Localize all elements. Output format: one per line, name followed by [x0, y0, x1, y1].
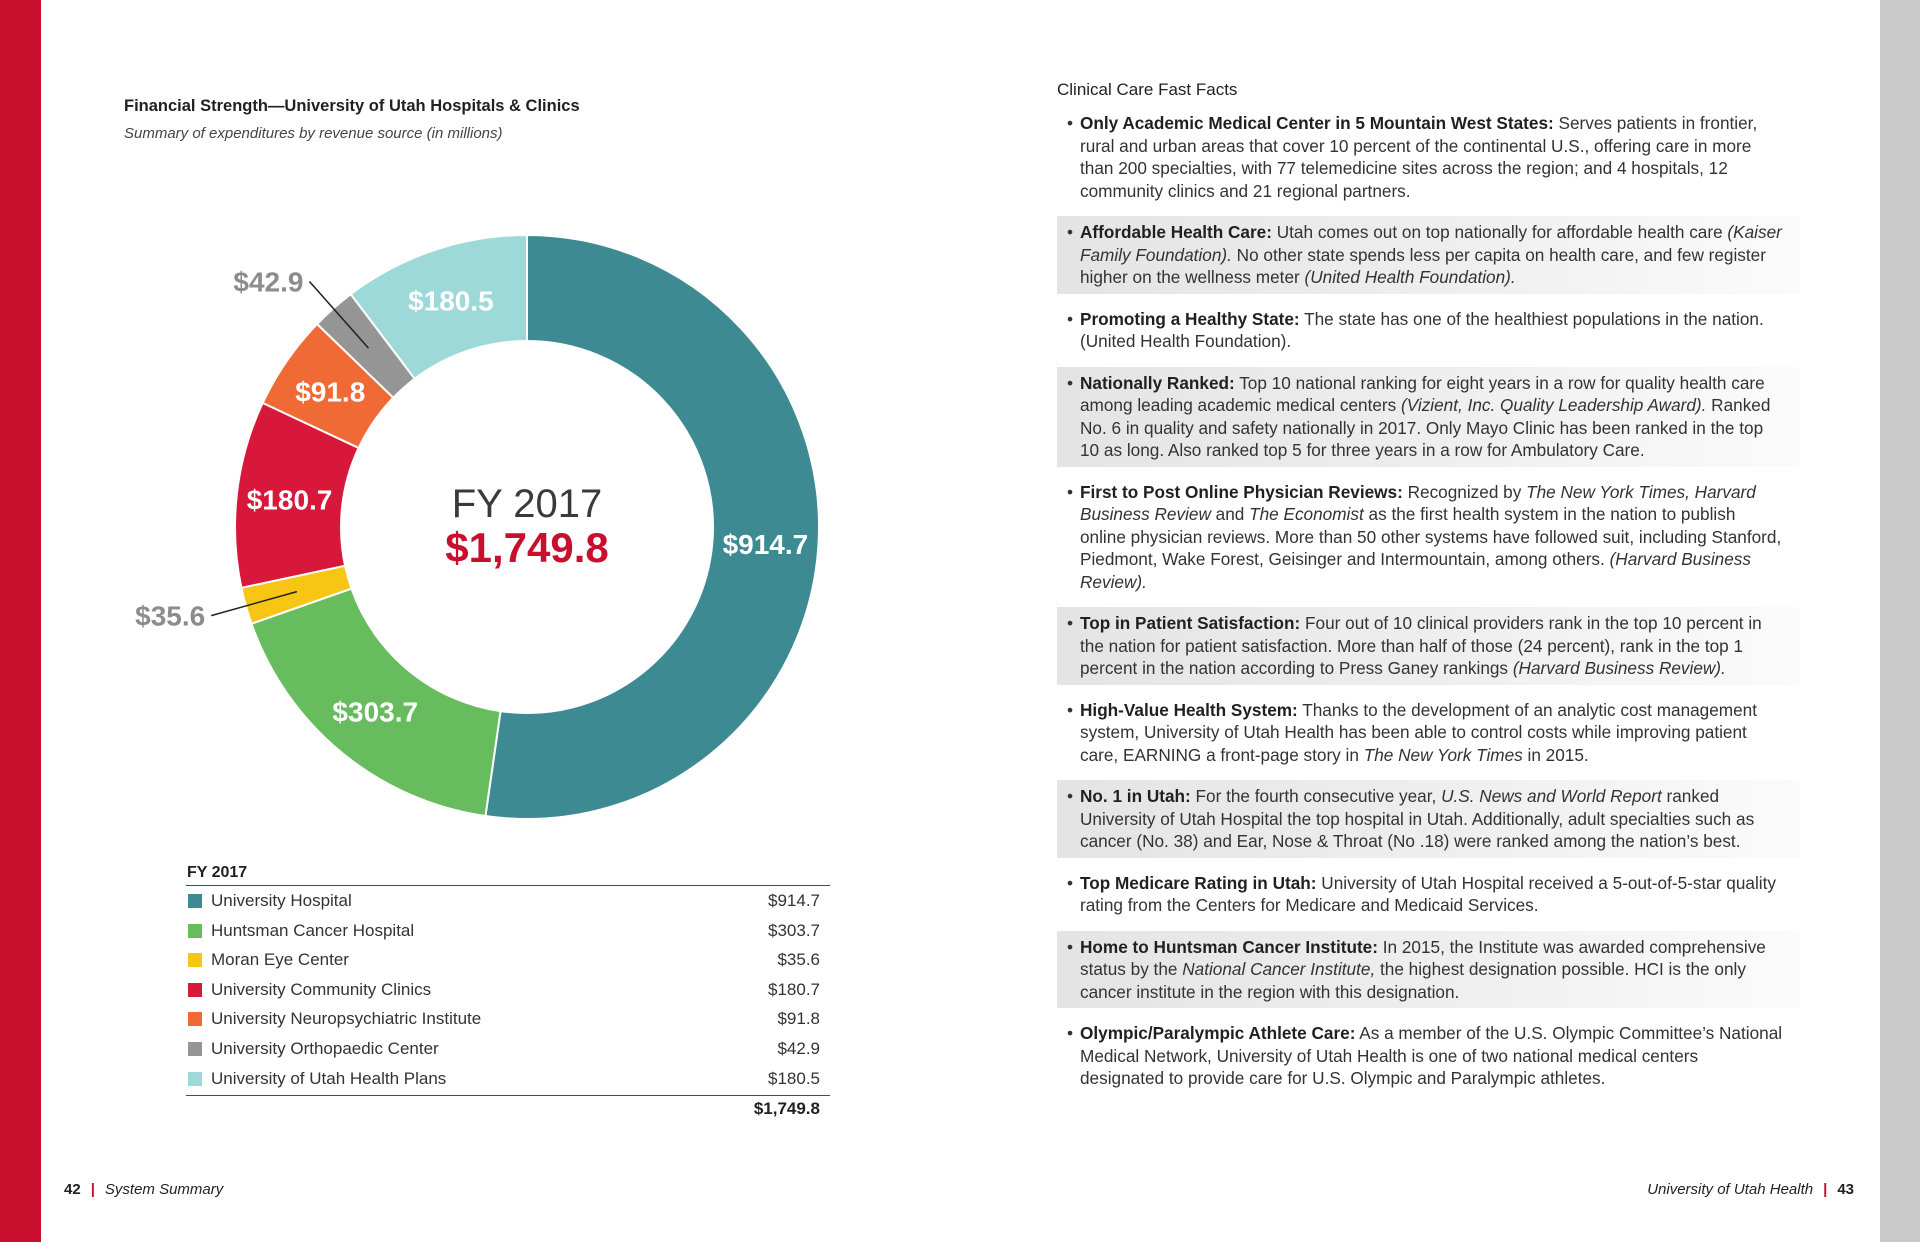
- fact-citation: The New York Times, Harvard Business Review: [1080, 481, 1756, 524]
- legend-label: Huntsman Cancer Hospital: [211, 920, 415, 940]
- fact-item: [1057, 867, 1800, 922]
- fact-item: [1057, 1017, 1800, 1095]
- fact-text: Ranked No. 6 in quality and safety nationally in 2017. Only Mayo Clinic has been ranked in the top 10 as long. Also ranked top 5 for three years in a row for Ambulatory Care.: [1080, 395, 1771, 460]
- footer-section-left: System Summary: [104, 1181, 224, 1198]
- fact-item: [1057, 367, 1800, 467]
- footer-section-right: University of Utah Health: [1647, 1181, 1814, 1198]
- legend-swatch: [188, 894, 202, 908]
- legend-row: [186, 1004, 830, 1034]
- legend-swatch: [188, 924, 202, 938]
- bullet-icon: •: [1067, 113, 1074, 133]
- legend-label: Moran Eye Center: [211, 950, 349, 970]
- donut-slice-label: $42.9: [233, 266, 304, 298]
- donut-slice-label: $180.5: [408, 285, 494, 317]
- fact-text: Top 10 national ranking for eight years in a row for quality health care among leading academic medical centers: [1080, 372, 1765, 415]
- fact-item: [1057, 694, 1800, 772]
- legend-value: $914.7: [768, 891, 820, 910]
- legend-header: FY 2017: [186, 862, 830, 886]
- fact-text: ranked University of Utah Hospital the top hospital in Utah. Additionally, adult specialties such as cancer (No. 38) and Ear, Nose & Throat (No .18) were ranked among the nation’s best.: [1080, 786, 1755, 851]
- legend-value: $180.5: [768, 1068, 820, 1088]
- fact-text: No other state spends less per capita on health care, and few register higher on the wellness meter: [1080, 244, 1766, 287]
- fact-citation: U.S. News and World Report: [1441, 786, 1662, 806]
- donut-slice-label: $35.6: [135, 600, 206, 632]
- right-gray-margin-bar: [1880, 0, 1920, 1242]
- fact-citation: (Harvard Business Review).: [1080, 549, 1751, 592]
- fact-citation: The New York Times: [1363, 744, 1523, 765]
- fact-item: [1057, 216, 1800, 294]
- legend-label: University Hospital: [211, 891, 352, 910]
- fact-text: as the first health system in the nation to publish online physician reviews. More than 50 other systems have followed suit, including Stanford, Piedmont, Wake Forest, Geisinger and Intermountain, among others.: [1080, 504, 1782, 569]
- fact-text: In 2015, the Institute was awarded comprehensive status by the: [1080, 936, 1766, 979]
- legend-value: $91.8: [777, 1009, 820, 1029]
- fact-citation: National Cancer Institute,: [1182, 959, 1376, 979]
- footer-right: [1647, 1181, 1854, 1198]
- fact-text: and: [1210, 504, 1250, 524]
- fact-text: For the fourth consecutive year,: [1190, 786, 1442, 806]
- legend-label: University of Utah Health Plans: [211, 1068, 447, 1088]
- donut-slice-label: $303.7: [332, 696, 419, 728]
- fact-item: [1057, 607, 1800, 685]
- facts-heading: Clinical Care Fast Facts: [1057, 80, 1238, 99]
- fact-heading: Olympic/Paralympic Athlete Care:: [1080, 1023, 1356, 1043]
- fact-text: Serves patients in frontier, rural and urban areas that cover 10 percent of the continental U.S., offering care in more than 200 specialties, with 77 telemedicine sites across the region; and 4 hospitals, 12 community clinics and 21 regional partners.: [1080, 113, 1758, 201]
- fact-citation: The Economist: [1249, 504, 1364, 524]
- bullet-icon: •: [1067, 372, 1074, 393]
- fact-item: [1057, 476, 1800, 599]
- fact-heading: Home to Huntsman Cancer Institute:: [1080, 936, 1378, 957]
- bullet-icon: •: [1067, 222, 1074, 242]
- legend-value: $180.7: [768, 979, 820, 999]
- donut-slice-label: $180.7: [246, 484, 333, 516]
- footer-left: [64, 1181, 223, 1198]
- bullet-icon: •: [1067, 308, 1074, 329]
- bullet-icon: •: [1067, 786, 1074, 806]
- bullet-icon: •: [1067, 699, 1074, 720]
- fact-text: Recognized by: [1402, 481, 1527, 502]
- fact-text: Utah comes out on top nationally for affordable health care: [1271, 222, 1728, 242]
- legend-row: [186, 945, 830, 975]
- fact-heading: Top Medicare Rating in Utah:: [1080, 872, 1317, 893]
- fact-heading: Promoting a Healthy State:: [1080, 308, 1300, 329]
- legend-value: $35.6: [777, 950, 820, 970]
- fact-text: University of Utah Hospital received a 5-out-of-5-star quality rating from the Centers for Medicare and Medicaid Services.: [1080, 872, 1776, 915]
- fact-item: [1057, 780, 1800, 858]
- bullet-icon: •: [1067, 872, 1074, 893]
- fact-heading: First to Post Online Physician Reviews:: [1080, 481, 1403, 502]
- donut-slice-label: $914.7: [722, 529, 809, 561]
- bullet-icon: •: [1067, 613, 1074, 633]
- fact-citation: (Vizient, Inc. Quality Leadership Award).: [1401, 395, 1707, 415]
- fact-heading: Top in Patient Satisfaction:: [1080, 613, 1301, 633]
- chart-title: Financial Strength—University of Utah Hospitals & Clinics: [124, 97, 580, 115]
- fact-heading: Only Academic Medical Center in 5 Mountain West States:: [1080, 113, 1554, 133]
- chart-subtitle: Summary of expenditures by revenue source (in millions): [124, 125, 503, 142]
- legend-swatch: [188, 953, 202, 967]
- legend-label: University Neuropsychiatric Institute: [211, 1009, 482, 1029]
- legend-swatch: [188, 983, 202, 997]
- fact-text: The state has one of the healthiest populations in the nation. (United Health Foundation).: [1080, 308, 1764, 351]
- fact-text: the highest designation possible. HCI is the only cancer institute in the region with this designation.: [1080, 959, 1746, 1002]
- page-number-right: 43: [1837, 1181, 1854, 1198]
- legend-value: $42.9: [777, 1038, 820, 1058]
- bullet-icon: •: [1067, 936, 1074, 957]
- fact-heading: No. 1 in Utah:: [1080, 786, 1191, 806]
- donut-center-total: $1,749.8: [445, 524, 609, 571]
- legend-row: [186, 975, 830, 1005]
- legend-row: [186, 1034, 830, 1064]
- fact-citation: (Harvard Business Review).: [1512, 658, 1726, 678]
- fact-heading: High-Value Health System:: [1080, 699, 1298, 720]
- donut-chart: [0, 0, 900, 840]
- legend-total: $1,749.8: [753, 1099, 820, 1119]
- legend-row: [186, 886, 830, 916]
- bullet-icon: •: [1067, 481, 1074, 502]
- fact-citation: (United Health Foundation).: [1304, 267, 1516, 287]
- bullet-icon: •: [1067, 1023, 1074, 1043]
- page-number-left: 42: [64, 1181, 81, 1198]
- fact-item: [1057, 107, 1800, 207]
- legend-row: [186, 1064, 830, 1094]
- legend-swatch: [188, 1012, 202, 1026]
- expenditure-legend-table: [186, 862, 830, 1122]
- fact-text: in 2015.: [1522, 744, 1589, 765]
- legend-label: University Orthopaedic Center: [211, 1038, 439, 1058]
- fact-item: [1057, 931, 1800, 1009]
- footer-separator: |: [1823, 1181, 1828, 1198]
- donut-slice-label: $91.8: [295, 376, 366, 408]
- fact-item: [1057, 303, 1800, 358]
- legend-label: University Community Clinics: [211, 979, 432, 999]
- fact-text: Thanks to the development of an analytic cost management system, University of Utah Health has been able to control costs while improving patient care, EARNING a front-page story in: [1080, 699, 1758, 765]
- donut-center-label: FY 2017: [451, 482, 603, 526]
- fact-heading: Affordable Health Care:: [1080, 222, 1272, 242]
- fact-citation: (Kaiser Family Foundation).: [1080, 222, 1782, 265]
- legend-value: $303.7: [768, 920, 820, 940]
- fast-facts-list: [1057, 107, 1800, 1104]
- fact-text: Four out of 10 clinical providers rank in the top 10 percent in the nation for patient satisfaction. More than half of those (24 percent), rank in the top 1 percent in the nation according to Press Ganey rankings: [1080, 613, 1762, 678]
- legend-swatch: [188, 1042, 202, 1056]
- legend-swatch: [188, 1072, 202, 1086]
- footer-separator: |: [90, 1181, 95, 1198]
- fact-heading: Nationally Ranked:: [1080, 372, 1235, 393]
- legend-row: [186, 916, 830, 946]
- fact-text: As a member of the U.S. Olympic Committee’s National Medical Network, University of Utah Health is one of two national medical centers designated to provide care for U.S. Olympic and Paralympic athletes.: [1080, 1023, 1783, 1088]
- legend-rows: [186, 886, 830, 1093]
